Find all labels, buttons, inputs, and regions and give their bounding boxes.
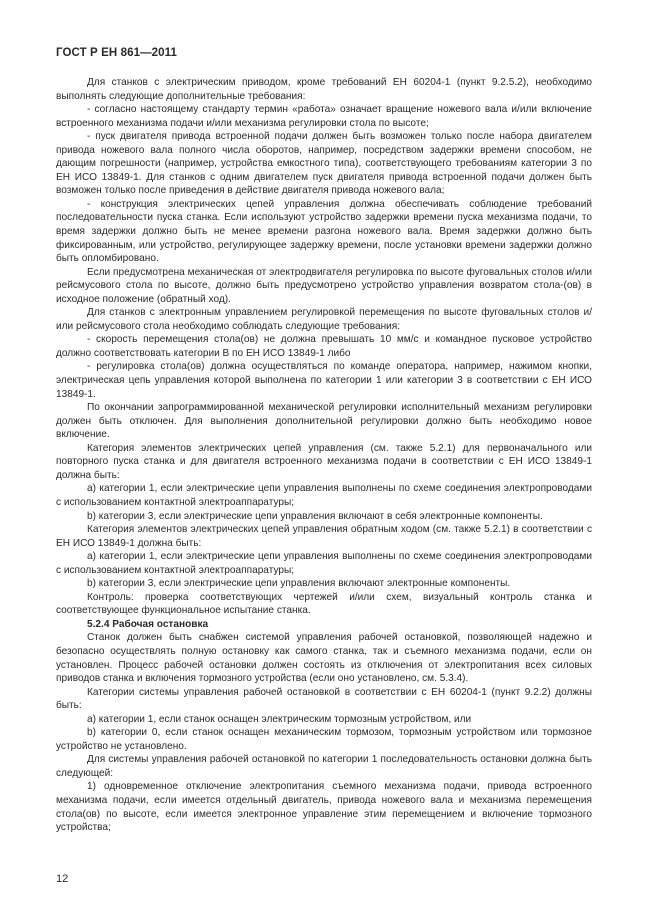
list-item: а) категории 1, если электрические цепи управления выполнены по схеме соединения электропроводами с использованием контактной электроаппаратуры;: [56, 483, 592, 508]
document-body: [56, 76, 592, 835]
list-item: - конструкция электрических цепей управления должна обеспечивать соблюдение требований последовательности пуска станка. Если используют устройство задержки времени пуска механизма подачи, то время задержки должно быть не менее времени разгона ножевого вала. Время задержки должно быть фиксированным, или устройство, регулирующее задержку времени, после установки времени задержки должно быть опломбировано.: [56, 198, 592, 265]
paragraph: Контроль: проверка соответствующих чертежей и/или схем, визуальный контроль станка и соответствующее функциональное испытание станка.: [56, 591, 592, 617]
section-heading: 5.2.4 Рабочая остановка: [87, 618, 209, 630]
paragraph: Если предусмотрена механическая от электродвигателя регулировка по высоте фуговальных столов и/или рейсмусового стола по высоте, должно быть предусмотрено устройство управления возвратом стола-(ов) в исходное положение (обратный ход).: [56, 266, 592, 305]
list-item: - согласно настоящему стандарту термин «работа» означает вращение ножевого вала и/или включение встроенного механизма подачи и/или механизма регулировки стола по высоте;: [56, 104, 592, 129]
standard-header: ГОСТ Р ЕН 861—2011: [56, 47, 178, 59]
paragraph: Для станков с электрическим приводом, кроме требований ЕН 60204-1 (пункт 9.2.5.2), необходимо выполнять следующие дополнительные требования:: [56, 77, 592, 102]
list-item: а) категории 1, если станок оснащен электрическим тормозным устройством, или: [87, 713, 472, 725]
list-item: а) категории 1, если электрические цепи управления выполнены по схеме соединения электропроводами с использованием контактной электроаппаратуры;: [56, 551, 592, 576]
paragraph: Для системы управления рабочей остановкой по категории 1 последовательность остановки должна быть следующей:: [56, 754, 592, 779]
list-item: b) категории 3, если электрические цепи управления включают электронные компоненты.: [87, 578, 511, 590]
paragraph: Категория элементов электрических цепей управления (см. также 5.2.1) для первоначального или повторного пуска станка и для двигателя встроенного механизма подачи в соответствии с ЕН ИСО 13849-1 должна быть:: [56, 442, 592, 481]
paragraph: По окончании запрограммированной механической регулировки исполнительный механизм регулировки должен быть отключен. Для выполнения дополнительной регулировки должно быть необходимо новое включение.: [56, 402, 592, 441]
paragraph: Категория элементов электрических цепей управления обратным ходом (см. также 5.2.1) в соответствии с ЕН ИСО 13849-1 должна быть:: [56, 524, 592, 549]
page-number: 12: [56, 873, 69, 885]
list-item: - скорость перемещения стола(ов) не должна превышать 10 мм/с и командное пусковое устройство должно соответствовать категории В по ЕН ИСО 13849-1 либо: [56, 334, 592, 359]
paragraph: Для станков с электронным управлением регулировкой перемещения по высоте фуговальных столов и/или рейсмусового стола необходимо соблюдать следующие требования:: [56, 307, 592, 332]
list-item: b) категории 0, если станок оснащен механическим тормозом, тормозным устройством или тормозное устройство не установлено.: [56, 727, 592, 752]
list-item: 1) одновременное отключение электропитания съемного механизма подачи, привода встроенного механизма подачи, если имеется отдельный двигатель, привода ножевого вала и механизма перемещения стола(ов) по высоте, если имеется электронное управление этим перемещением и включение тормозного устройства;: [56, 781, 592, 834]
paragraph: Станок должен быть снабжен системой управления рабочей остановкой, позволяющей надежно и безопасно осуществлять полную остановку как самого станка, так и съемного механизма подачи, если он установлен. Процесс рабочей остановки должен состоять из отключения от электропитания всех силовых приводов станка и включения тормозного устройства (если оно установлено, см. 5.3.4).: [56, 632, 592, 685]
paragraph: Категории системы управления рабочей остановкой в соответствии с ЕН 60204-1 (пункт 9.2.2) должны быть:: [56, 686, 592, 712]
list-item: - пуск двигателя привода встроенной подачи должен быть возможен только после набора двигателем привода ножевого вала полного числа оборотов, например, посредством задержки времени способом, не дающим погрешности (например, устройства емкостного типа), соответствующего требованиям категории 3 по ЕН ИСО 13849-1. Для станков с одним двигателем пуск двигателя привода встроенной подачи должен быть возможен только после приведения в действие двигателя привода ножевого вала;: [56, 131, 592, 197]
list-item: b) категории 3, если электрические цепи управления включают в себя электронные компоненты.: [87, 510, 543, 522]
list-item: - регулировка стола(ов) должна осуществляться по команде оператора, например, нажимом кнопки, электрическая цепь управления которой выполнена по категории 1 или категории 3 в соответствии с ЕН ИСО 13849-1.: [56, 361, 592, 400]
